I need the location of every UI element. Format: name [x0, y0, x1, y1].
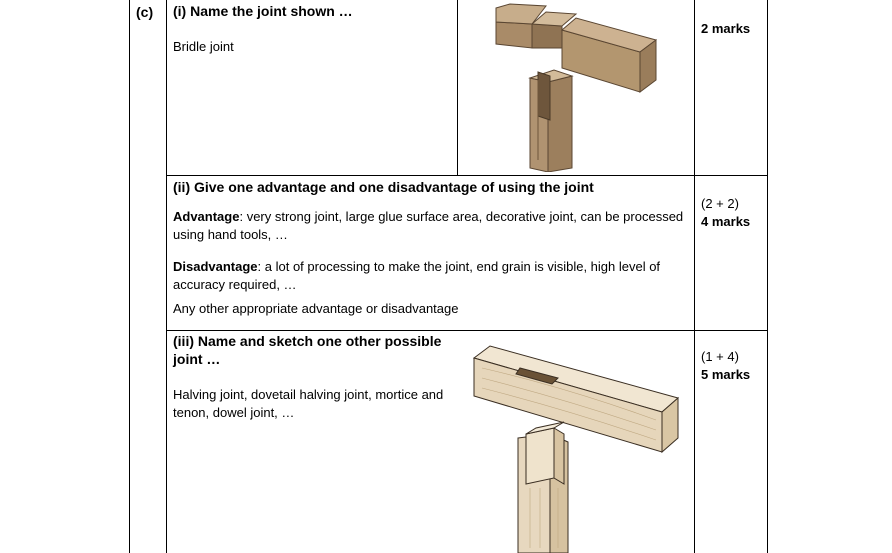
table-border-left [129, 0, 130, 553]
table-border-right [767, 0, 768, 553]
part-ii-other: Any other appropriate advantage or disadvantage [173, 301, 459, 316]
part-ii-question: (ii) Give one advantage and one disadvantage of using the joint [173, 179, 594, 195]
row-divider-1 [166, 175, 768, 176]
part-i-question: (i) Name the joint shown … [173, 3, 353, 19]
part-i-marks: 2 marks [701, 21, 751, 36]
part-ii-marks: 4 marks [701, 214, 751, 229]
advantage-text: : very strong joint, large glue surface area, decorative joint, can be processed using hand tools, … [173, 209, 684, 242]
mortice-tenon-sketch [468, 338, 683, 553]
label-column-divider [166, 0, 167, 553]
advantage-label: Advantage [173, 209, 240, 224]
part-iii-question: (iii) Name and sketch one other possible joint … [173, 333, 442, 367]
row-divider-2 [166, 330, 768, 331]
part-iii-marks: 5 marks [701, 367, 751, 382]
part-iii-marks-breakdown: (1 + 4) [701, 349, 739, 364]
part-ii-advantage [173, 208, 688, 244]
bridle-joint-illustration [480, 0, 680, 172]
part-i-answer: Bridle joint [173, 39, 234, 54]
part-ii-marks-breakdown: (2 + 2) [701, 196, 739, 211]
disadvantage-label: Disadvantage [173, 259, 258, 274]
part-ii-disadvantage [173, 258, 673, 294]
marks-column-divider [694, 0, 695, 553]
disadvantage-text: : a lot of processing to make the joint, end grain is visible, high level of accuracy required, … [173, 259, 661, 292]
part-iii-answer: Halving joint, dovetail halving joint, mortice and tenon, dowel joint, … [173, 387, 444, 420]
answer-image-divider-1 [457, 0, 458, 175]
section-label: (c) [136, 4, 154, 20]
